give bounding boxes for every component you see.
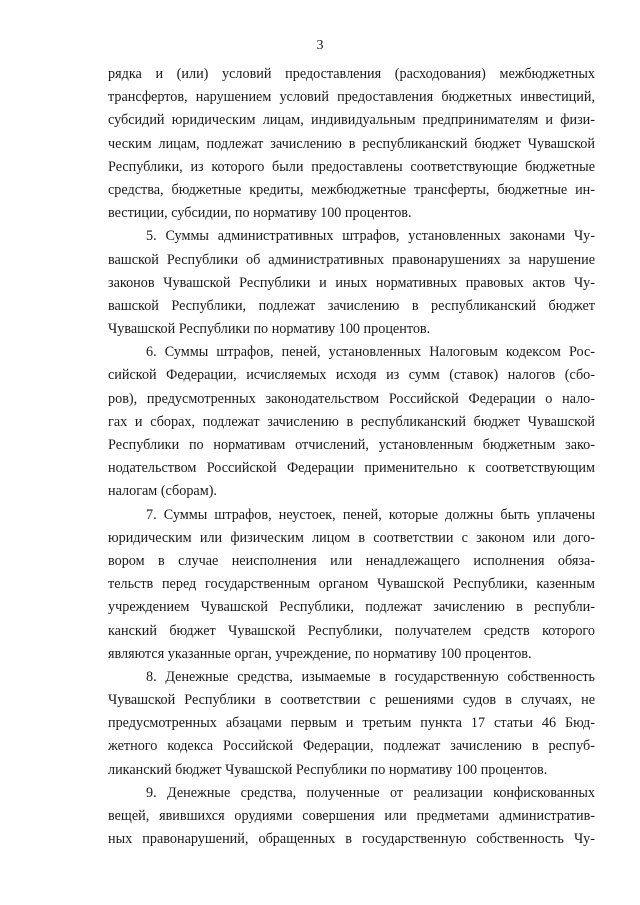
text-line: Чувашской Республики по нормативу 100 процентов. [108, 321, 431, 338]
text-line: законов Чувашской Республики и иных нормативных правовых актов Чу- [108, 274, 595, 291]
text-line: вашской Республики об административных правонарушениях за нарушение [108, 251, 595, 268]
document-body [108, 63, 595, 851]
text-line: ров), предусмотренных законодательством Российской Федерации о нало- [108, 390, 595, 407]
page-number: 3 [316, 38, 324, 53]
text-line: 6. Суммы штрафов, пеней, установленных Налоговым кодексом Рос- [146, 344, 595, 361]
text-line: Республики, из которого были предоставлены соответствующие бюджетные [108, 158, 595, 175]
text-line: вашской Республики, подлежат зачислению в республиканский бюджет [108, 297, 595, 314]
paragraph-p4-cont [108, 63, 595, 225]
text-line: трансфертов, нарушением условий предоставления бюджетных инвестиций, [108, 89, 595, 106]
paragraph-p7 [108, 504, 595, 666]
text-line: Республики по нормативам отчислений, установленным бюджетным зако- [108, 437, 595, 453]
text-line: предусмотренных абзацами первым и третьим пункта 17 статьи 46 Бюд- [108, 715, 595, 732]
text-line: 9. Денежные средства, полученные от реализации конфискованных [146, 784, 595, 801]
text-line: средства, бюджетные кредиты, межбюджетные трансферты, бюджетные ин- [108, 181, 595, 198]
text-line: налогам (сборам). [108, 483, 217, 500]
text-line: юридическим или физическим лицом в соответствии с законом или дого- [108, 529, 595, 546]
paragraph-p5 [108, 225, 595, 341]
text-line: гах и сборах, подлежат зачислению в республиканский бюджет Чувашской [108, 413, 595, 430]
paragraph-p8 [108, 666, 595, 782]
text-line: жетного кодекса Российской Федерации, подлежат зачислению в респуб- [108, 738, 595, 755]
text-line: ческим лицам, подлежат зачислению в республиканский бюджет Чувашской [108, 135, 595, 152]
text-line: рядка и (или) условий предоставления (расходования) межбюджетных [108, 66, 595, 82]
text-line: 7. Суммы штрафов, неустоек, пеней, которые должны быть уплачены [146, 506, 595, 523]
text-line: тельств перед государственным органом Чувашской Республики, казенным [108, 576, 595, 593]
text-line: вором в случае неисполнения или ненадлежащего исполнения обяза- [108, 552, 595, 569]
text-line: ликанский бюджет Чувашской Республики по нормативу 100 процентов. [108, 761, 548, 778]
text-line: вещей, явившихся орудиями совершения или предметами административ- [108, 808, 595, 824]
text-line: Чувашской Республики в соответствии с решениями судов в случаях, не [108, 692, 595, 709]
text-line: канский бюджет Чувашской Республики, получателем средств которого [108, 622, 595, 639]
text-line: ных правонарушений, обращенных в государственную собственность Чу- [108, 831, 595, 848]
text-line: сийской Федерации, исчисляемых исходя из сумм (ставок) налогов (сбо- [108, 367, 595, 384]
text-line: субсидий юридическим лицам, индивидуальным предпринимателям и физи- [108, 112, 595, 129]
text-line: являются указанные орган, учреждение, по нормативу 100 процентов. [108, 645, 532, 662]
text-line: нодательством Российской Федерации применительно к соответствующим [108, 460, 595, 477]
text-line: учреждением Чувашской Республики, подлежат зачислению в республи- [108, 599, 595, 616]
paragraph-p6 [108, 341, 595, 503]
text-line: 5. Суммы административных штрафов, установленных законами Чу- [146, 228, 595, 245]
paragraph-p9 [108, 782, 595, 852]
text-line: 8. Денежные средства, изымаемые в государственную собственность [146, 668, 595, 685]
text-line: вестиции, субсидии, по нормативу 100 процентов. [108, 205, 412, 222]
